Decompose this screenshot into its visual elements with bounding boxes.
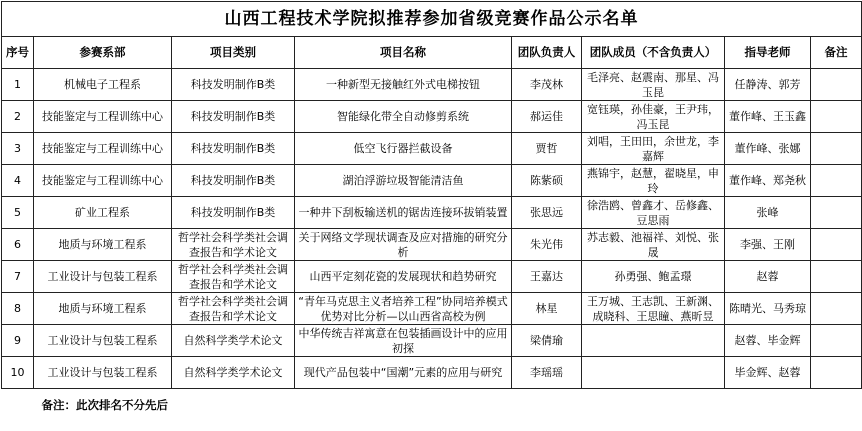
cell-project: 中华传统吉祥寓意在包装插画设计中的应用初探 — [295, 325, 512, 357]
table-row — [2, 261, 862, 293]
cell-remark — [811, 357, 862, 389]
cell-dept: 技能鉴定与工程训练中心 — [34, 165, 172, 197]
header-dept: 参赛系部 — [34, 37, 172, 69]
cell-members: 刘唱，王田田，余世龙，李嘉辉 — [582, 133, 725, 165]
cell-project: “青年马克思主义者培养工程”协同培养模式优势对比分析—以山西省高校为例 — [295, 293, 512, 325]
header-members: 团队成员（不含负责人） — [582, 37, 725, 69]
cell-members: 燕锦宇，赵慧，翟晓星，申玲 — [582, 165, 725, 197]
table-row — [2, 69, 862, 101]
cell-members — [582, 357, 725, 389]
cell-seq: 8 — [2, 293, 34, 325]
cell-advisor: 毕金辉、赵蓉 — [725, 357, 811, 389]
cell-dept: 矿业工程系 — [34, 197, 172, 229]
cell-members: 宽钰瑛，孙佳豪，王尹玮，冯玉昆 — [582, 101, 725, 133]
cell-dept: 工业设计与包装工程系 — [34, 357, 172, 389]
cell-advisor: 董作峰、张娜 — [725, 133, 811, 165]
footnote: 备注：此次排名不分先后 — [2, 389, 862, 423]
cell-category: 科技发明制作B类 — [172, 197, 295, 229]
cell-project: 湖泊浮游垃圾智能清洁鱼 — [295, 165, 512, 197]
cell-seq: 6 — [2, 229, 34, 261]
header-leader: 团队负责人 — [512, 37, 582, 69]
cell-category: 哲学社会科学类社会调查报告和学术论文 — [172, 261, 295, 293]
table-body — [2, 69, 862, 389]
cell-remark — [811, 133, 862, 165]
cell-project: 现代产品包装中“国潮”元素的应用与研究 — [295, 357, 512, 389]
cell-dept: 技能鉴定与工程训练中心 — [34, 133, 172, 165]
cell-remark — [811, 229, 862, 261]
cell-remark — [811, 101, 862, 133]
cell-project: 一种新型无接触红外式电梯按钮 — [295, 69, 512, 101]
cell-seq: 4 — [2, 165, 34, 197]
cell-advisor: 赵蓉 — [725, 261, 811, 293]
cell-leader: 郝运佳 — [512, 101, 582, 133]
cell-category: 科技发明制作B类 — [172, 101, 295, 133]
cell-dept: 工业设计与包装工程系 — [34, 325, 172, 357]
cell-category: 自然科学类学术论文 — [172, 325, 295, 357]
header-seq: 序号 — [2, 37, 34, 69]
cell-seq: 1 — [2, 69, 34, 101]
cell-remark — [811, 69, 862, 101]
header-advisor: 指导老师 — [725, 37, 811, 69]
cell-dept: 技能鉴定与工程训练中心 — [34, 101, 172, 133]
cell-category: 科技发明制作B类 — [172, 165, 295, 197]
cell-members: 徐浩鸥、曾鑫才、岳修鑫、豆思雨 — [582, 197, 725, 229]
header-remark: 备注 — [811, 37, 862, 69]
cell-category: 自然科学类学术论文 — [172, 357, 295, 389]
cell-members: 王万城、王志凯、王新渊、成晓科、王思瞳、燕昕昱 — [582, 293, 725, 325]
table-row — [2, 229, 862, 261]
table-row — [2, 165, 862, 197]
cell-project: 关于网络文学现状调查及应对措施的研究分析 — [295, 229, 512, 261]
table-row — [2, 101, 862, 133]
cell-advisor: 董作峰、郑尧秋 — [725, 165, 811, 197]
cell-leader: 李茂林 — [512, 69, 582, 101]
cell-project: 山西平定刻花瓷的发展现状和趋势研究 — [295, 261, 512, 293]
table-row — [2, 293, 862, 325]
cell-dept: 机械电子工程系 — [34, 69, 172, 101]
cell-category: 科技发明制作B类 — [172, 69, 295, 101]
cell-dept: 地质与环境工程系 — [34, 293, 172, 325]
cell-dept: 地质与环境工程系 — [34, 229, 172, 261]
cell-category: 科技发明制作B类 — [172, 133, 295, 165]
cell-category: 哲学社会科学类社会调查报告和学术论文 — [172, 293, 295, 325]
cell-remark — [811, 165, 862, 197]
cell-dept: 工业设计与包装工程系 — [34, 261, 172, 293]
cell-advisor: 赵蓉、毕金辉 — [725, 325, 811, 357]
table-row — [2, 357, 862, 389]
cell-leader: 梁倩瑜 — [512, 325, 582, 357]
cell-leader: 王嘉达 — [512, 261, 582, 293]
cell-remark — [811, 293, 862, 325]
cell-seq: 3 — [2, 133, 34, 165]
cell-leader: 陈紫硕 — [512, 165, 582, 197]
table-row — [2, 197, 862, 229]
cell-leader: 李瑶瑶 — [512, 357, 582, 389]
table-header-row — [2, 37, 862, 69]
cell-leader: 朱光伟 — [512, 229, 582, 261]
award-list-table — [1, 1, 862, 422]
cell-members — [582, 325, 725, 357]
cell-project: 智能绿化带全自动修剪系统 — [295, 101, 512, 133]
cell-seq: 5 — [2, 197, 34, 229]
cell-seq: 10 — [2, 357, 34, 389]
header-category: 项目类别 — [172, 37, 295, 69]
table-row — [2, 133, 862, 165]
cell-advisor: 张峰 — [725, 197, 811, 229]
cell-leader: 张思远 — [512, 197, 582, 229]
cell-leader: 贾哲 — [512, 133, 582, 165]
cell-project: 低空飞行器拦截设备 — [295, 133, 512, 165]
header-project: 项目名称 — [295, 37, 512, 69]
cell-category: 哲学社会科学类社会调查报告和学术论文 — [172, 229, 295, 261]
cell-advisor: 任静涛、郭芳 — [725, 69, 811, 101]
cell-members: 孙勇强、鲍孟璟 — [582, 261, 725, 293]
cell-remark — [811, 325, 862, 357]
cell-remark — [811, 197, 862, 229]
cell-members: 毛泽亮、赵震南、那星、冯玉昆 — [582, 69, 725, 101]
cell-seq: 9 — [2, 325, 34, 357]
cell-leader: 林星 — [512, 293, 582, 325]
cell-members: 苏志毅、池福祥、刘悦、张晟 — [582, 229, 725, 261]
page-title: 山西工程技术学院拟推荐参加省级竞赛作品公示名单 — [2, 2, 862, 37]
cell-seq: 2 — [2, 101, 34, 133]
cell-project: 一种井下刮板输送机的锯齿连接环拔销装置 — [295, 197, 512, 229]
cell-advisor: 董作峰、王玉鑫 — [725, 101, 811, 133]
cell-remark — [811, 261, 862, 293]
announcement-sheet — [1, 1, 861, 429]
cell-advisor: 陈晴光、马秀琼 — [725, 293, 811, 325]
table-row — [2, 325, 862, 357]
cell-seq: 7 — [2, 261, 34, 293]
cell-advisor: 李强、王刚 — [725, 229, 811, 261]
